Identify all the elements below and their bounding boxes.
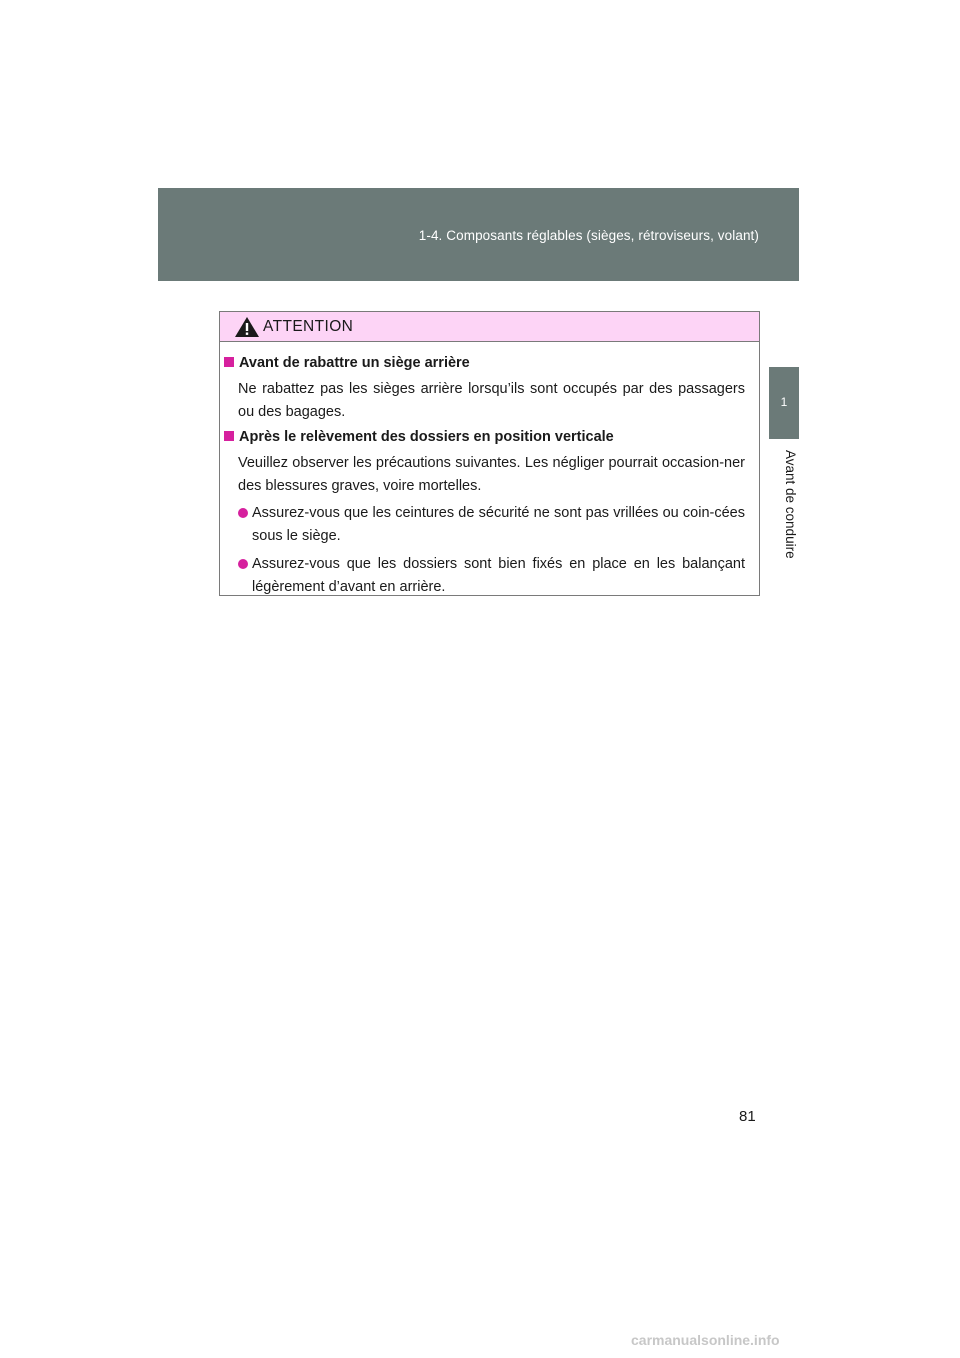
chapter-label: Avant de conduire <box>783 450 798 559</box>
list-item <box>238 553 745 598</box>
square-bullet-icon <box>224 357 234 367</box>
list-item-text: Assurez-vous que les ceintures de sécurité ne sont pas vrillées ou coin-cées sous le siège. <box>252 505 745 544</box>
circle-bullet-icon <box>238 559 248 569</box>
warning-triangle-icon <box>234 316 260 338</box>
section-header-band <box>158 188 799 281</box>
chapter-number: 1 <box>780 395 788 409</box>
section-heading-text: Après le relèvement des dossiers en position verticale <box>239 429 614 445</box>
square-bullet-icon <box>224 431 234 441</box>
section-heading-text: Avant de rabattre un siège arrière <box>239 355 470 371</box>
section-heading <box>224 428 745 447</box>
section-heading <box>224 354 745 373</box>
list-item <box>238 502 745 547</box>
caution-title: ATTENTION <box>263 318 354 335</box>
caution-body <box>220 342 759 598</box>
section-paragraph: Veuillez observer les précautions suivantes. Les négliger pourrait occasion-ner des blessures graves, voire mortelles. <box>238 455 745 494</box>
section-paragraph: Ne rabattez pas les sièges arrière lorsqu’ils sont occupés par des passagers ou des bagages. <box>238 381 745 420</box>
chapter-tab <box>769 367 799 439</box>
list-item-text: Assurez-vous que les dossiers sont bien fixés en place en les balançant légèrement d’avant en arrière. <box>252 556 745 595</box>
caution-box <box>219 311 760 596</box>
section-title: 1-4. Composants réglables (sièges, rétroviseurs, volant) <box>418 228 759 243</box>
page-number: 81 <box>739 1108 756 1125</box>
caution-header <box>220 312 759 342</box>
circle-bullet-icon <box>238 508 248 518</box>
watermark: carmanualsonline.info <box>631 1332 780 1348</box>
